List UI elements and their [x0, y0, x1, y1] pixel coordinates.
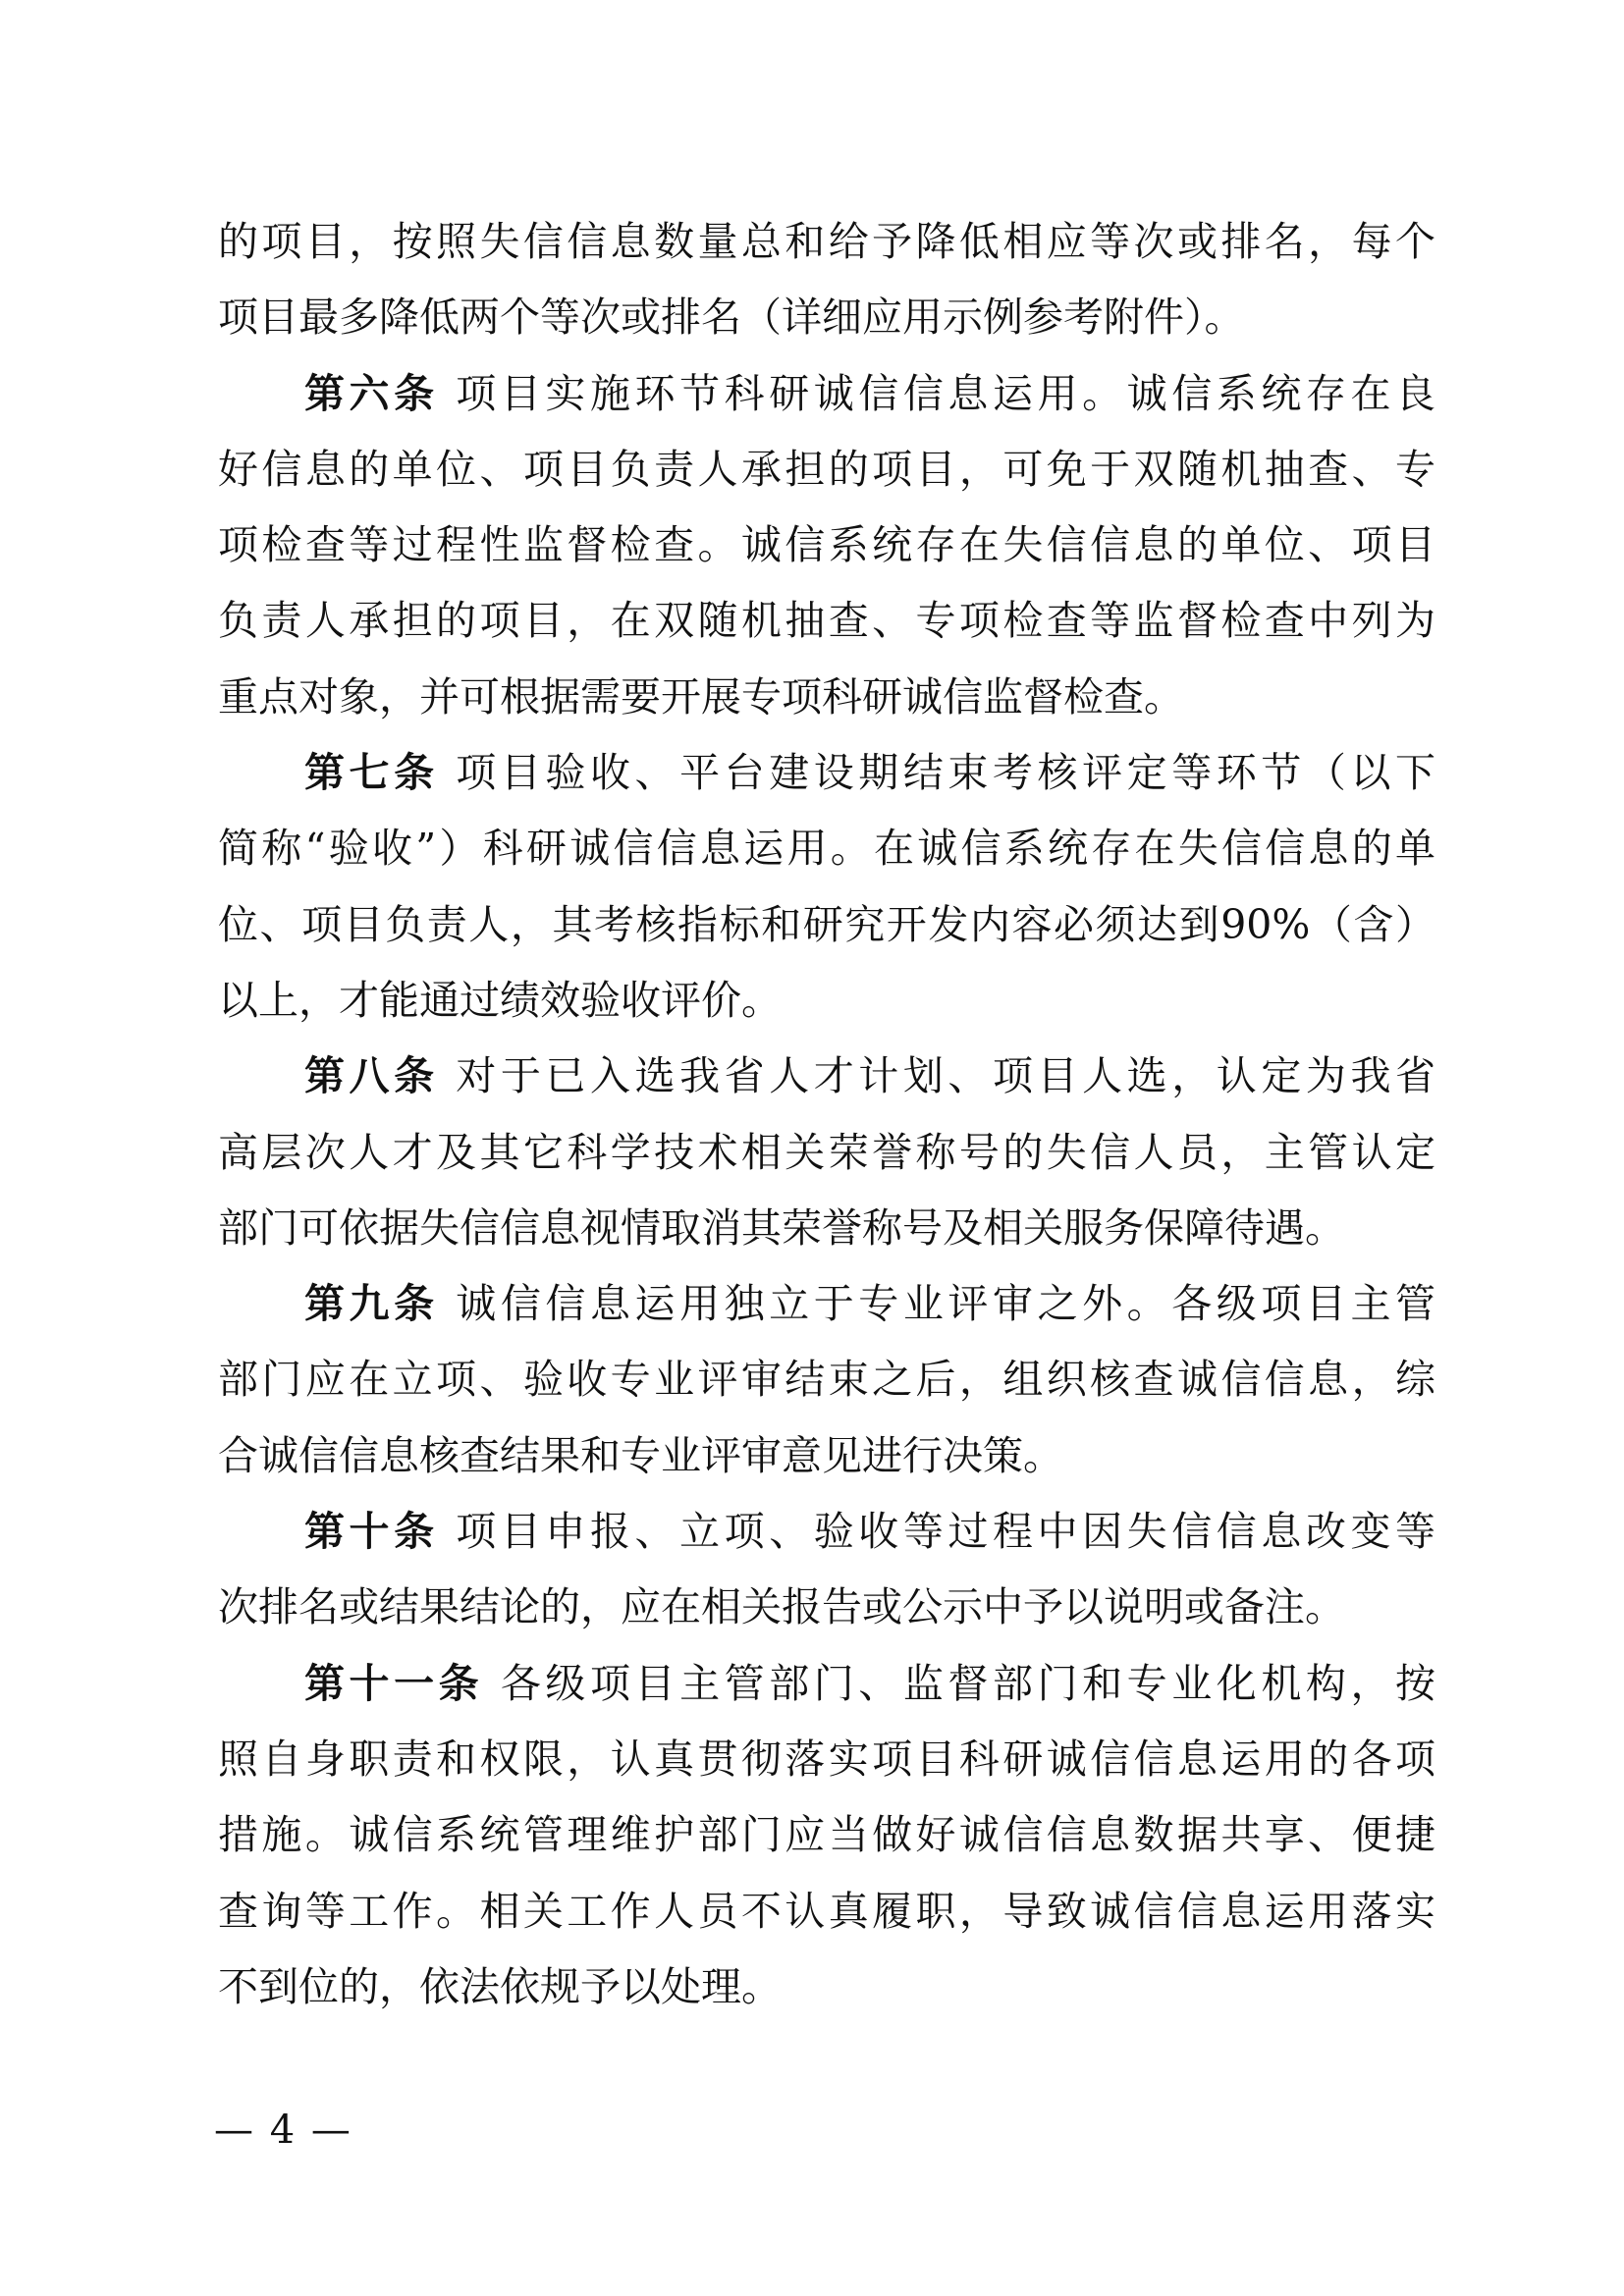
line-text: 项检查等过程性监督检查。诚信系统存在失信信息的单位、项目 — [218, 521, 1435, 569]
text-line — [218, 1418, 1435, 1494]
text-line — [218, 204, 1435, 280]
line-text: 项目验收、平台建设期结束考核评定等环节（以下 — [438, 749, 1436, 797]
article-line — [218, 356, 1435, 432]
line-text: 简称“验收”）科研诚信信息运用。在诚信系统存在失信信息的单 — [218, 825, 1435, 873]
text-line — [218, 811, 1435, 886]
line-text: 诚信信息运用独立于专业评审之外。各级项目主管 — [438, 1280, 1436, 1328]
article-line — [218, 735, 1435, 811]
text-line — [218, 507, 1435, 583]
line-text: 重点对象，并可根据需要开展专项科研诚信监督检查。 — [218, 672, 1184, 721]
text-line — [218, 1722, 1435, 1797]
line-text: 各级项目主管部门、监督部门和专业化机构，按 — [483, 1659, 1436, 1707]
line-text: 次排名或结果结论的，应在相关报告或公示中予以说明或备注。 — [218, 1583, 1345, 1631]
text-line — [218, 280, 1435, 355]
text-line — [218, 432, 1435, 507]
text-line — [218, 963, 1435, 1039]
page-number: — 4 — — [214, 2108, 352, 2153]
body-text — [218, 204, 1435, 2025]
text-line — [218, 1342, 1435, 1417]
line-text: 照自身职责和权限，认真贯彻落实项目科研诚信信息运用的各项 — [218, 1735, 1435, 1783]
line-text: 部门可依据失信信息视情取消其荣誉称号及相关服务保障待遇。 — [218, 1203, 1345, 1252]
line-text: 项目申报、立项、验收等过程中因失信信息改变等 — [438, 1508, 1436, 1556]
line-text: 高层次人才及其它科学技术相关荣誉称号的失信人员，主管认定 — [218, 1128, 1435, 1176]
article-heading: 第八条 — [304, 1052, 439, 1100]
line-text: 以上，才能通过绩效验收评价。 — [218, 976, 782, 1024]
article-heading: 第十条 — [304, 1508, 439, 1556]
text-line — [218, 1570, 1435, 1645]
line-text: 负责人承担的项目，在双随机抽查、专项检查等监督检查中列为 — [218, 597, 1435, 645]
line-text: 合诚信信息核查结果和专业评审意见进行决策。 — [218, 1431, 1063, 1479]
article-line — [218, 1039, 1435, 1114]
line-text: 位、项目负责人，其考核指标和研究开发内容必须达到90%（含） — [218, 900, 1435, 948]
line-text: 对于已入选我省人才计划、项目人选，认定为我省 — [438, 1052, 1436, 1100]
line-text: 查询等工作。相关工作人员不认真履职，导致诚信信息运用落实 — [218, 1887, 1435, 1935]
text-line — [218, 660, 1435, 735]
line-text: 项目实施环节科研诚信信息运用。诚信系统存在良 — [438, 369, 1436, 417]
text-line — [218, 1874, 1435, 1949]
line-text: 项目最多降低两个等次或排名（详细应用示例参考附件）。 — [218, 294, 1245, 342]
article-line — [218, 1646, 1435, 1722]
article-heading: 第六条 — [304, 369, 439, 417]
article-line — [218, 1266, 1435, 1342]
line-text: 好信息的单位、项目负责人承担的项目，可免于双随机抽查、专 — [218, 445, 1435, 493]
article-heading: 第七条 — [304, 749, 439, 797]
text-line — [218, 1191, 1435, 1266]
article-line — [218, 1494, 1435, 1570]
line-text: 不到位的，依法依规予以处理。 — [218, 1962, 782, 2010]
line-text: 的项目，按照失信信息数量总和给予降低相应等次或排名，每个 — [218, 218, 1435, 265]
line-text: 部门应在立项、验收专业评审结束之后，组织核查诚信信息，综 — [218, 1356, 1435, 1404]
text-line — [218, 1949, 1435, 2025]
article-heading: 第十一条 — [304, 1659, 484, 1707]
text-line — [218, 583, 1435, 659]
text-line — [218, 887, 1435, 963]
text-line — [218, 1797, 1435, 1873]
text-line — [218, 1115, 1435, 1191]
article-heading: 第九条 — [304, 1280, 439, 1328]
line-text: 措施。诚信系统管理维护部门应当做好诚信信息数据共享、便捷 — [218, 1811, 1435, 1859]
